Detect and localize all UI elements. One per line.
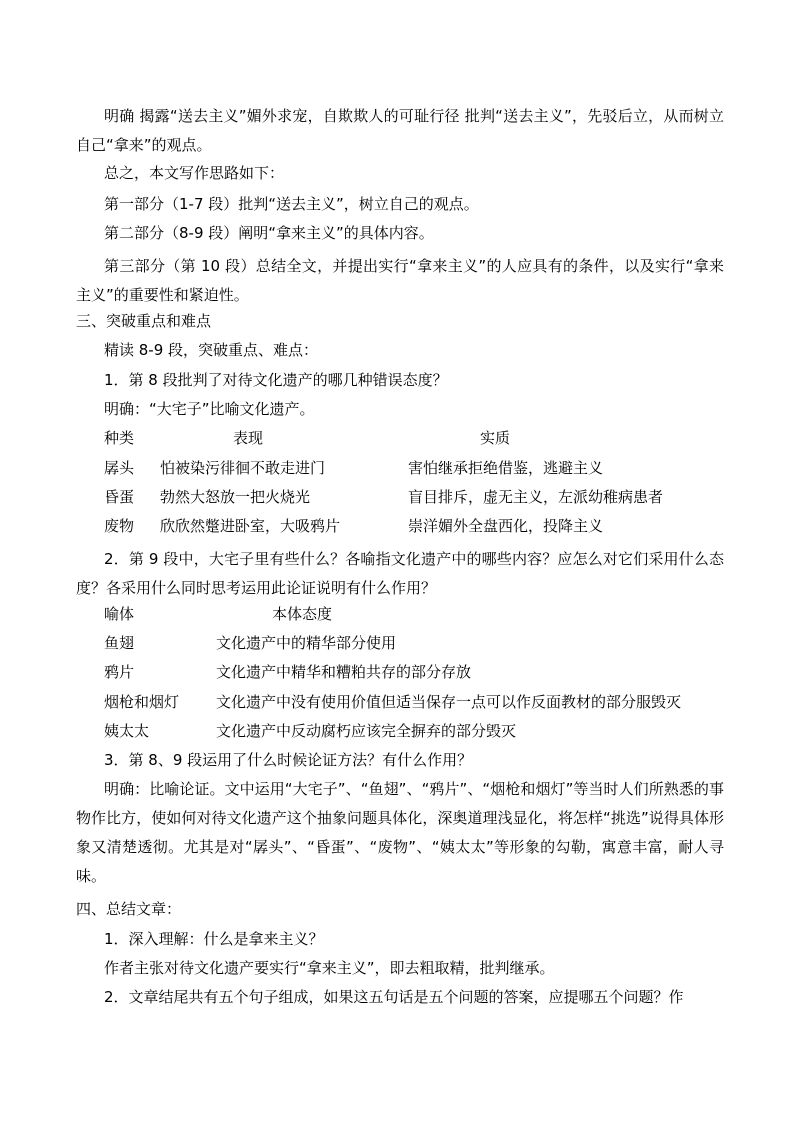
table1-header-type: 种类	[104, 429, 135, 447]
table1-header-essence: 实质	[480, 429, 511, 447]
table2-row-tenor: 文化遗产中没有使用价值但适当保存一点可以作反面教材的部分服毁灭	[216, 693, 682, 711]
text-part-two: 第二部分（8-9 段）阐明“拿来主义”的具体内容。	[104, 224, 434, 242]
table2-row-vehicle: 鸦片	[104, 663, 135, 681]
table2-row-tenor: 文化遗产中反动腐朽应该完全摒弃的部分毁灭	[216, 722, 517, 740]
table2-row-tenor: 文化遗产中精华和糟粕共存的部分存放	[216, 663, 472, 681]
table2-header-vehicle: 喻体	[104, 605, 135, 623]
table1-row-behavior: 怕被染污徘徊不敢走进门	[160, 459, 326, 477]
answer-1: 明确：“大宅子”比喻文化遗产。	[104, 400, 315, 418]
answer-3: 明确：比喻论证。文中运用“大宅子”、“鱼翅”、“鸦片”、“烟枪和烟灯”等当时人们所熟悉的事物作比方，使如何对待文化遗产这个抽象问题具体化，深奥道理浅显化，将怎样“挑选”说得具体形象又清楚透彻。尤其是对“孱头”、“昏蛋”、“废物”、“姨太太”等形象的勾勒，寓意丰富，耐人寻味。	[76, 780, 724, 885]
table2-row-vehicle: 鱼翅	[104, 634, 135, 652]
table2-header-tenor: 本体态度	[272, 605, 333, 623]
table2-row-vehicle: 烟枪和烟灯	[104, 693, 180, 711]
table1-row-essence: 盲目排斥，虚无主义，左派幼稚病患者	[408, 488, 664, 506]
table1-row-behavior: 欣欣然蹩进卧室，大吸鸦片	[160, 517, 341, 535]
section-heading-3: 三、突破重点和难点	[76, 312, 212, 330]
question-4: 1．深入理解：什么是拿来主义？	[104, 930, 324, 948]
question-2: 2．第 9 段中，大宅子里有些什么？各喻指文化遗产中的哪些内容？应怎么对它们采用什么态度？各采用什么同时思考运用此论证说明有什么作用？	[76, 550, 724, 597]
table1-row-type: 昏蛋	[104, 488, 135, 506]
table1-row-essence: 崇洋媚外全盘西化，投降主义	[408, 517, 604, 535]
answer-4: 作者主张对待文化遗产要实行“拿来主义”，即去粗取精，批判继承。	[104, 959, 555, 977]
question-3: 3．第 8、9 段运用了什么时候论证方法？有什么作用？	[104, 751, 473, 769]
question-1: 1．第 8 段批判了对待文化遗产的哪几种错误态度？	[104, 371, 448, 389]
table2-row-tenor: 文化遗产中的精华部分使用	[216, 634, 397, 652]
table1-row-type: 孱头	[104, 459, 135, 477]
table1-row-essence: 害怕继承拒绝借鉴，逃避主义	[408, 459, 604, 477]
text-close-reading: 精读 8-9 段，突破重点、难点：	[104, 341, 319, 359]
text-summary-intro: 总之，本文写作思路如下：	[104, 164, 285, 182]
text-part-one: 第一部分（1-7 段）批判“送去主义”，树立自己的观点。	[104, 195, 479, 213]
table1-row-behavior: 勃然大怒放一把火烧光	[160, 488, 311, 506]
table1-row-type: 废物	[104, 517, 135, 535]
table2-row-vehicle: 姨太太	[104, 722, 150, 740]
question-5: 2．文章结尾共有五个句子组成，如果这五句话是五个问题的答案，应提哪五个问题？作	[104, 988, 684, 1006]
table1-header-behavior: 表现	[233, 429, 264, 447]
section-heading-4: 四、总结文章：	[76, 900, 182, 918]
paragraph-part-three: 第三部分（第 10 段）总结全文，并提出实行“拿来主义”的人应具有的条件，以及实行“拿来主义”的重要性和紧迫性。	[76, 257, 724, 304]
paragraph-clarify-songqu: 明确 揭露“送去主义”媚外求宠，自欺欺人的可耻行径 批判“送去主义”，先驳后立，从而树立自己“拿来”的观点。	[76, 107, 724, 154]
